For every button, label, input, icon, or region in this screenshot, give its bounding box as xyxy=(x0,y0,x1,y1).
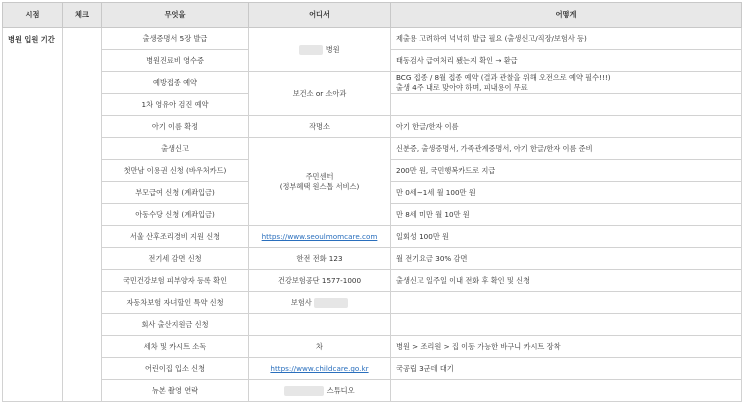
table-row xyxy=(3,72,742,94)
table-row xyxy=(3,292,742,314)
how-cell: 출생신고 일주일 이내 전화 후 확인 및 신청 xyxy=(391,270,742,292)
table-row xyxy=(3,226,742,248)
where-cell xyxy=(249,28,391,72)
how-cell: 일회성 100만 원 xyxy=(391,226,742,248)
what-cell: 세차 및 카시트 소독 xyxy=(102,336,249,358)
what-cell: 예방접종 예약 xyxy=(102,72,249,94)
how-cell xyxy=(391,314,742,336)
where-cell: 차 xyxy=(249,336,391,358)
where-text: 보험사 xyxy=(290,297,312,307)
table-row xyxy=(3,138,742,160)
header-check: 체크 xyxy=(63,3,102,28)
what-cell: 아동수당 신청 (계좌입금) xyxy=(102,204,249,226)
what-cell: 아기 이름 확정 xyxy=(102,116,249,138)
how-cell xyxy=(391,380,742,402)
childcare-link[interactable]: https://www.childcare.go.kr xyxy=(270,364,369,373)
header-how: 어떻게 xyxy=(391,3,742,28)
check-column xyxy=(63,28,102,402)
seoulmomcare-link[interactable]: https://www.seoulmomcare.com xyxy=(261,232,378,241)
table-row xyxy=(3,28,742,50)
what-cell: 회사 출산지원금 신청 xyxy=(102,314,249,336)
where-text: 스튜디오 xyxy=(326,385,355,395)
what-cell: 첫만남 이용권 신청 (바우처카드) xyxy=(102,160,249,182)
how-cell: 신분증, 출생증명서, 가족관계증명서, 아기 한글/한자 이름 준비 xyxy=(391,138,742,160)
phase-cell: 병원 입원 기간 xyxy=(3,28,63,402)
where-cell: 보건소 or 소아과 xyxy=(249,72,391,116)
what-cell: 출생증명서 5장 발급 xyxy=(102,28,249,50)
how-cell: 태동검사 급여처리 됐는지 확인 → 환급 xyxy=(391,50,742,72)
header-when: 시점 xyxy=(3,3,63,28)
redacted-block xyxy=(299,45,323,55)
header-row xyxy=(3,3,742,28)
how-cell: 병원 > 조리원 > 집 이동 가능한 바구니 카시트 장착 xyxy=(391,336,742,358)
what-cell: 전기세 감면 신청 xyxy=(102,248,249,270)
how-cell: 제출용 고려하여 넉넉히 발급 필요 (출생신고/직장/보험사 등) xyxy=(391,28,742,50)
where-cell xyxy=(249,138,391,226)
what-cell: 부모급여 신청 (계좌입금) xyxy=(102,182,249,204)
how-cell xyxy=(391,292,742,314)
table-row xyxy=(3,336,742,358)
where-line: (정부혜택 원스톱 서비스) xyxy=(279,181,360,191)
how-cell: 만 0세~1세 월 100만 원 xyxy=(391,182,742,204)
where-cell: 작명소 xyxy=(249,116,391,138)
checklist-table xyxy=(2,2,742,402)
what-cell: 병원진료비 영수증 xyxy=(102,50,249,72)
how-cell xyxy=(391,94,742,116)
where-text: 병원 xyxy=(325,44,340,54)
how-cell xyxy=(391,72,742,94)
redacted-block xyxy=(314,298,348,308)
how-cell: 만 8세 미만 월 10만 원 xyxy=(391,204,742,226)
how-line: 출생 4주 내로 맞아야 하며, 피내용이 무료 xyxy=(396,82,528,92)
what-cell: 어린이집 입소 신청 xyxy=(102,358,249,380)
table-row xyxy=(3,380,742,402)
what-cell: 서울 산후조리경비 지원 신청 xyxy=(102,226,249,248)
what-cell: 국민건강보험 피부양자 등록 확인 xyxy=(102,270,249,292)
table-row xyxy=(3,248,742,270)
where-cell: 한전 전화 123 xyxy=(249,248,391,270)
how-cell: 아기 한글/한자 이름 xyxy=(391,116,742,138)
how-cell: 국공립 3군데 대기 xyxy=(391,358,742,380)
where-cell xyxy=(249,380,391,402)
where-cell xyxy=(249,292,391,314)
where-line: 주민센터 xyxy=(305,171,334,181)
how-line: BCG 접종 / 8월 접종 예약 (결과 관찰을 위해 오전으로 예약 필수!!!) xyxy=(396,72,611,82)
where-cell xyxy=(249,358,391,380)
what-cell: 출생신고 xyxy=(102,138,249,160)
where-cell: 건강보험공단 1577-1000 xyxy=(249,270,391,292)
what-cell: 뉴본 촬영 연락 xyxy=(102,380,249,402)
how-cell: 월 전기요금 30% 감면 xyxy=(391,248,742,270)
header-where: 어디서 xyxy=(249,3,391,28)
what-cell: 자동차보험 자녀할인 특약 신청 xyxy=(102,292,249,314)
how-cell: 200만 원, 국민행복카드로 지급 xyxy=(391,160,742,182)
header-what: 무엇을 xyxy=(102,3,249,28)
table-row xyxy=(3,358,742,380)
what-cell: 1차 영유아 검진 예약 xyxy=(102,94,249,116)
redacted-block xyxy=(284,386,324,396)
where-cell xyxy=(249,226,391,248)
where-cell xyxy=(249,314,391,336)
table-row xyxy=(3,314,742,336)
table-row xyxy=(3,270,742,292)
table-row xyxy=(3,116,742,138)
